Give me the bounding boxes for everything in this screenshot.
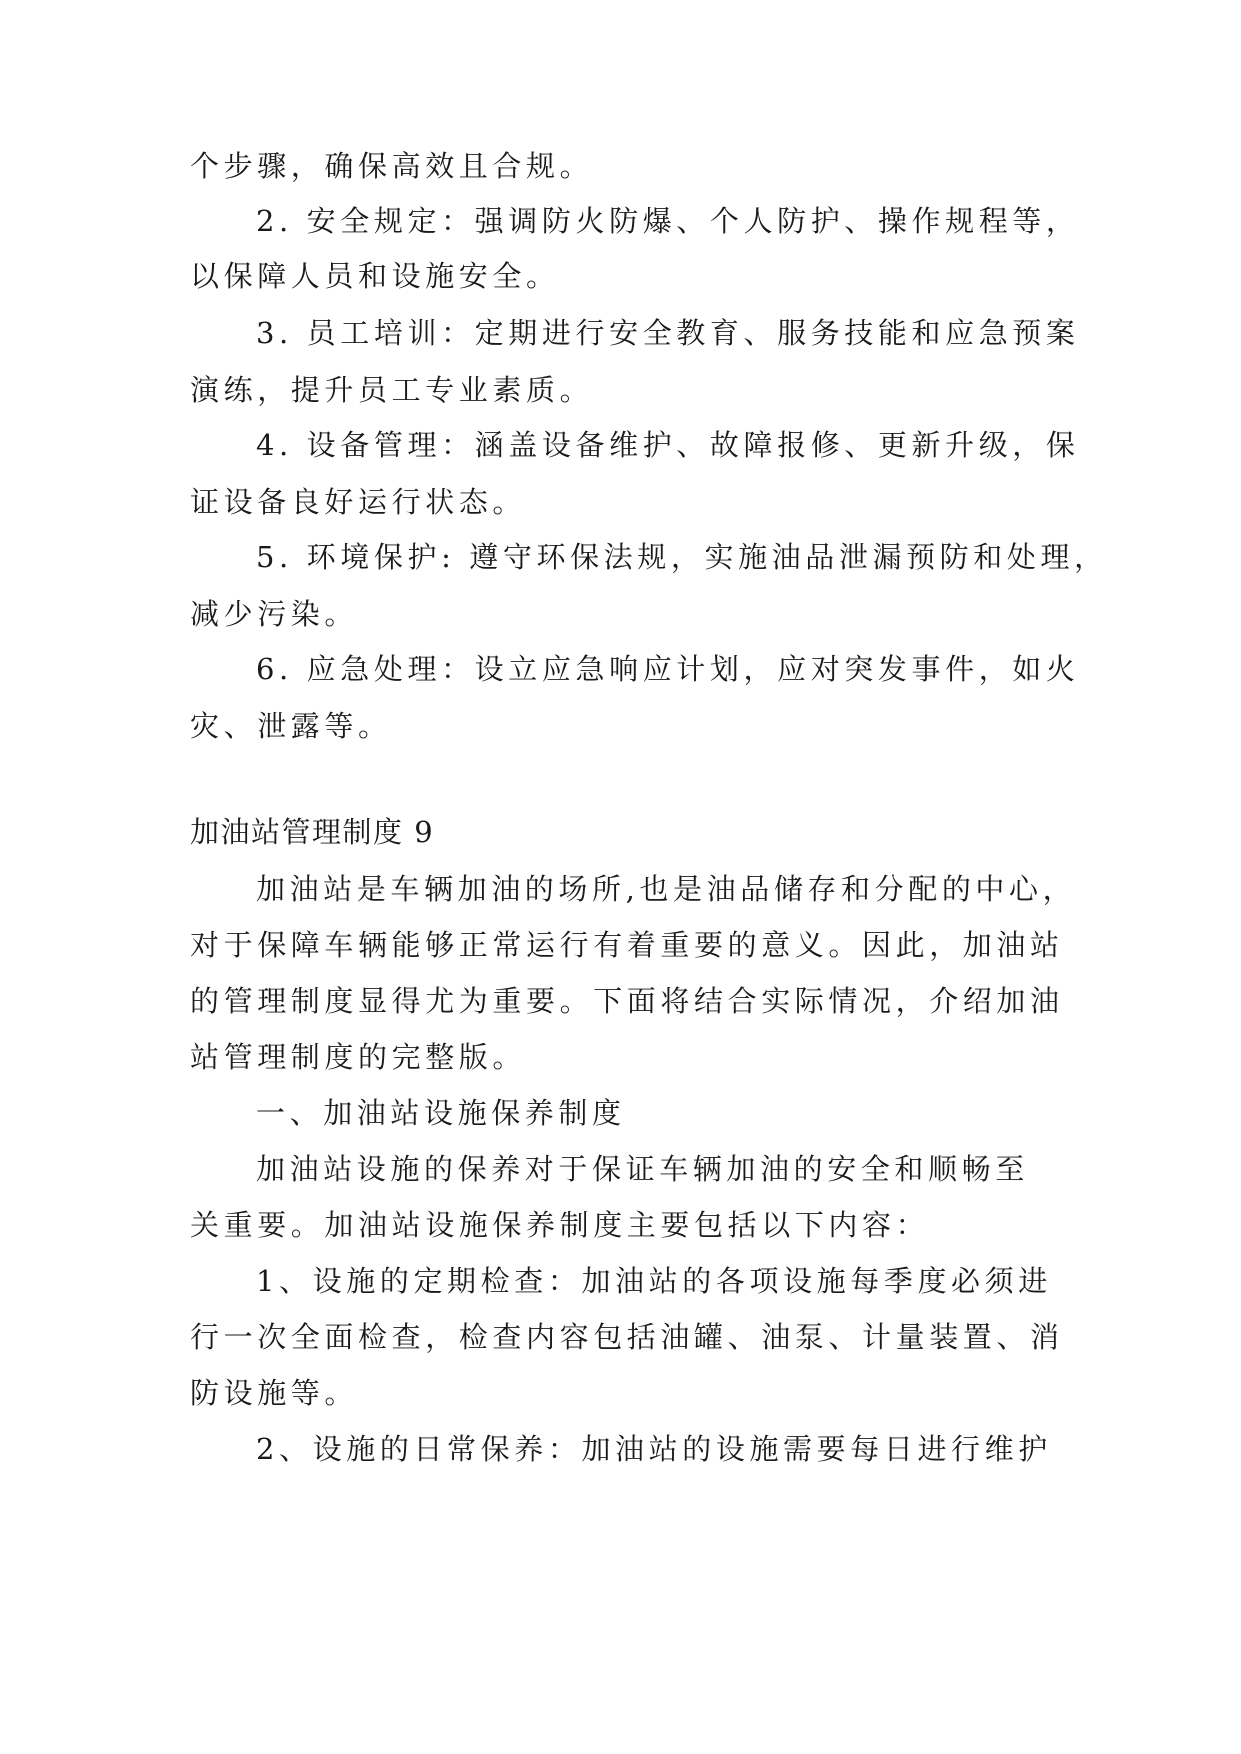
subheading: 一、加油站设施保养制度 (256, 1096, 626, 1130)
text-line: 1、设施的定期检查：加油站的各项设施每季度必须进 (256, 1264, 1052, 1298)
text-line: 加油站设施的保养对于保证车辆加油的安全和顺畅至 (256, 1152, 1029, 1186)
text-line: 以保障人员和设施安全。 (190, 259, 560, 293)
text-line: 关重要。加油站设施保养制度主要包括以下内容： (190, 1208, 930, 1242)
text-line: 灾、泄露等。 (190, 709, 392, 743)
text-line: 4. 设备管理：涵盖设备维护、故障报修、更新升级，保 (256, 428, 1080, 462)
text-line: 证设备良好运行状态。 (190, 485, 527, 519)
text-line: 对于保障车辆能够正常运行有着重要的意义。因此，加油站 (190, 928, 1064, 962)
text-line: 个步骤，确保高效且合规。 (190, 149, 594, 183)
text-line: 2. 安全规定：强调防火防爆、个人防护、操作规程等， (256, 204, 1080, 238)
section-heading: 加油站管理制度 9 (190, 815, 435, 849)
text-line: 5. 环境保护: 遵守环保法规，实施油品泄漏预防和处理， (256, 540, 1108, 574)
text-line: 2、设施的日常保养：加油站的设施需要每日进行维护 (256, 1432, 1052, 1466)
text-line: 减少污染。 (190, 597, 359, 631)
text-line: 的管理制度显得尤为重要。下面将结合实际情况，介绍加油 (190, 984, 1064, 1018)
text-line: 站管理制度的完整版。 (190, 1040, 527, 1074)
text-line: 加油站是车辆加油的场所,也是油品储存和分配的中心， (256, 872, 1077, 906)
text-line: 6. 应急处理：设立应急响应计划，应对突发事件，如火 (256, 652, 1080, 686)
text-line: 防设施等。 (190, 1376, 359, 1410)
text-line: 演练，提升员工专业素质。 (190, 373, 594, 407)
text-line: 3. 员工培训：定期进行安全教育、服务技能和应急预案 (256, 316, 1080, 350)
text-line: 行一次全面检查，检查内容包括油罐、油泵、计量装置、消 (190, 1320, 1064, 1354)
